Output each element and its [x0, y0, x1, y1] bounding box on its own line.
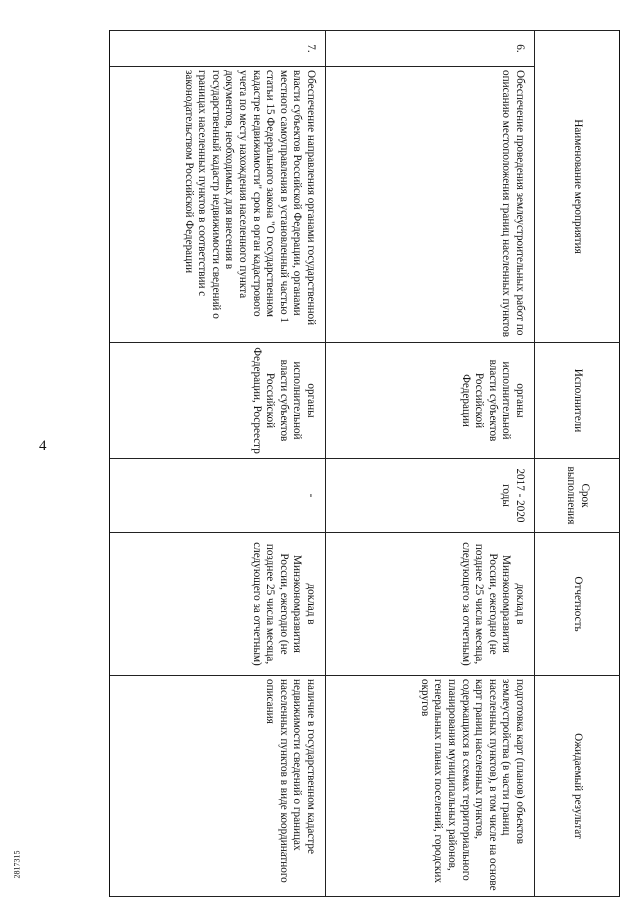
rotated-table-wrapper: [80, 30, 620, 896]
header-name: Наименование мероприятия: [535, 31, 620, 343]
measure-name: Обеспечение проведения землеустроительных работ по описанию местоположения границ населенных пунктов: [326, 67, 535, 343]
header-executors: Исполнители: [535, 343, 620, 459]
term-cell: -: [110, 459, 326, 533]
result-cell: наличие в государственном кадастре недвижимости сведений о границах населенных пунктов в виде координатного описания: [110, 676, 326, 897]
executors-cell: органы исполнительной власти субъектов Российской Федерации: [326, 343, 535, 459]
document-code: 2817315: [12, 850, 22, 879]
table-row: [326, 31, 535, 897]
term-cell: 2017 - 2020 годы: [326, 459, 535, 533]
measure-name: Обеспечение направления органами государственной власти субъектов Российской Федерации, органами местного самоуправления в установленный частью 1 статьи 15 Федерального закона "О государственном кадастре недвижимости" срок в орган кадастрового учета по месту нахождения населенного пункта документов, необходимых для внесения в государственный кадастр недвижимости сведений о границах населенных пунктов в соответствии с законодательством Российской Федерации: [110, 67, 326, 343]
table-header-row: [535, 31, 620, 897]
header-term: Срок выполнения: [535, 459, 620, 533]
executors-cell: органы исполнительной власти субъектов Российской Федерации, Росреестр: [110, 343, 326, 459]
row-number: 6.: [326, 31, 535, 67]
result-cell: подготовка карт (планов) объектов землеустройства (в части границ населенных пунктов), в том числе на основе карт границ населенных пунктов, содержащихся в схемах территориального планирования муниципальных районов, генеральных планах поселений, городских округов: [326, 676, 535, 897]
row-number: 7.: [110, 31, 326, 67]
page-number: 4: [39, 438, 47, 454]
reporting-cell: доклад в Минэкономразвития России, ежегодно (не позднее 25 числа месяца, следующего за отчетным): [110, 533, 326, 676]
header-reporting: Отчетность: [535, 533, 620, 676]
table-row: [110, 31, 326, 897]
measures-table: [109, 30, 620, 897]
header-result: Ожидаемый результат: [535, 676, 620, 897]
reporting-cell: доклад в Минэкономразвития России, ежегодно (не позднее 25 числа месяца, следующего за отчетным): [326, 533, 535, 676]
